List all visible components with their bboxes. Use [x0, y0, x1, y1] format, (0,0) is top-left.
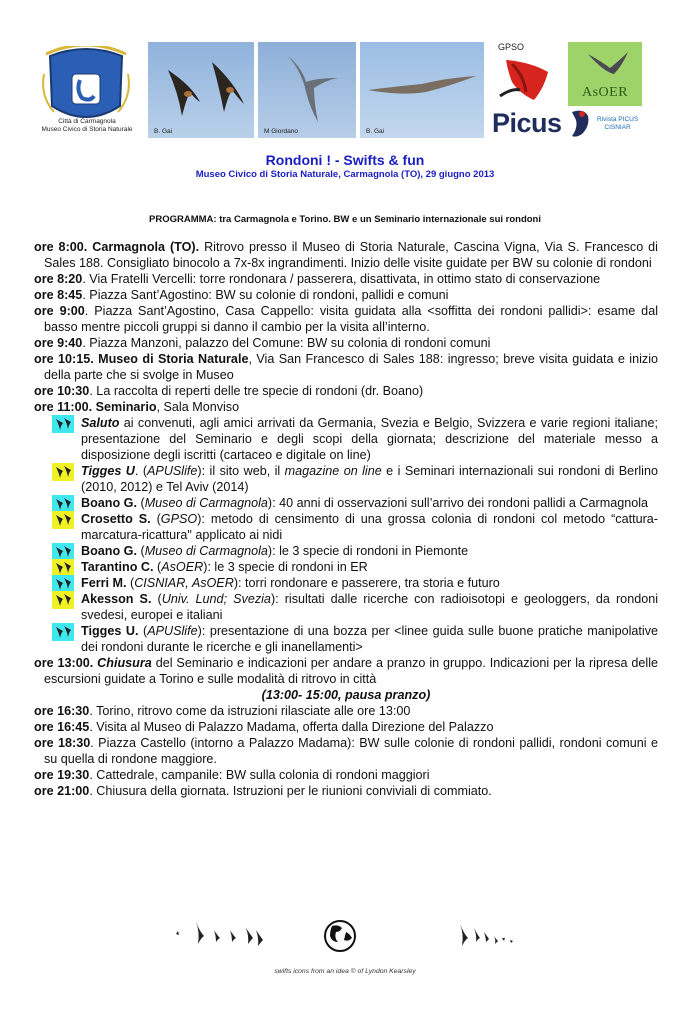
talk-item: Tigges U. (APUSlife): il sito web, il magazine on line e i Seminari internazionali sui rondoni di Berlino (2010, 2012) e Tel Aviv (2014)	[34, 463, 658, 495]
swifts-and-globe-icon	[0, 908, 690, 958]
talk-text: : le 3 specie di rondoni in ER	[207, 560, 368, 574]
schedule-item	[34, 767, 658, 783]
photo-credit: B. Gai	[366, 128, 385, 135]
swift-photo-1	[148, 42, 254, 138]
talk-text: : risultati dalle ricerche con radioisotopi e geologgers, da rondoni svedesi, europei e italiani	[81, 592, 659, 622]
schedule-item	[34, 239, 658, 271]
schedule-time: ore 10:15.	[34, 352, 94, 366]
swifts-tag-icon	[52, 623, 74, 641]
swift-bird-icon	[148, 42, 254, 138]
gpso-logo-text: GPSO	[498, 42, 525, 52]
schedule-text: . La raccolta di reperti delle tre specie di rondoni (dr. Boano)	[89, 384, 424, 398]
talk-text: : presentazione di una bozza per <linee guida sulle buone pratiche manipolative dei rondoni durante le ricerche e gli inanellamenti>	[81, 624, 658, 654]
talk-speaker: Tigges U	[81, 464, 135, 478]
footer-credit: swifts icons from an idea © of Lyndon Kearsley	[274, 968, 416, 975]
talk-item: Ferri M. (CISNIAR, AsOER): torri rondonare e passerere, tra storia e futuro	[34, 575, 658, 591]
schedule-place: Carmagnola (TO).	[87, 240, 200, 254]
talk-text: : le 3 specie di rondoni in Piemonte	[272, 544, 469, 558]
swifts-tag-icon	[52, 463, 74, 481]
schedule	[34, 239, 658, 799]
schedule-item	[34, 351, 658, 383]
schedule-item	[34, 719, 658, 735]
schedule-time: ore 16:30	[34, 704, 90, 718]
talk-text: : metodo di censimento di una grossa colonia di rondoni col metodo “cattura-marcatura-ricattura" applicato ai nidi	[81, 512, 658, 542]
schedule-item	[34, 287, 658, 303]
schedule-item-chiusura: ore 13:00. Chiusura del Seminario e indicazioni per andare a pranzo in gruppo. Indicazioni per la ripresa delle escursioni guidate a Torino e sulle modalità di ritrovo in città	[34, 656, 659, 686]
talk-text: : 40 anni di osservazioni sull’arrivo dei rondoni pallidi a Carmagnola	[272, 496, 649, 510]
woodpecker-icon	[568, 108, 592, 140]
schedule-time: ore 11:00	[34, 400, 89, 414]
schedule-place: . Seminario	[88, 400, 157, 414]
picus-logo	[492, 108, 652, 142]
talk-affiliation: APUSlife	[147, 464, 198, 478]
schedule-time: ore 8:00.	[34, 240, 88, 254]
header-logos	[0, 0, 690, 145]
gpso-bird-icon	[490, 42, 560, 112]
page-subtitle: Museo Civico di Storia Naturale, Carmagnola (TO), 29 giugno 2013	[195, 169, 495, 180]
schedule-text: . Chiusura della giornata. Istruzioni per le riunioni conviviali di commiato.	[89, 784, 492, 798]
schedule-text: , Via San Francesco di Sales 188: ingresso; breve visita guidata e inizio della parte che si svolge in Museo	[44, 352, 659, 382]
schedule-text: del Seminario e indicazioni per andare a pranzo in gruppo. Indicazioni per la ripresa delle escursioni guidate a Torino e sulle modalità di ritrovo in città	[44, 656, 659, 686]
swift-bird-icon	[258, 42, 356, 138]
schedule-place: Museo di Storia Naturale	[93, 352, 249, 366]
schedule-time: ore 9:40	[34, 336, 83, 350]
picus-sub-line-2: CISNIAR	[604, 124, 631, 131]
schedule-text: . Visita al Museo di Palazzo Madama, offerta dalla Direzione del Palazzo	[89, 720, 494, 734]
schedule-time: ore 9:00	[34, 304, 85, 318]
photo-credit: M Giordano	[264, 128, 298, 135]
schedule-text: . Piazza Castello (intorno a Palazzo Madama): BW sulle colonie di rondoni pallidi, rondoni comuni e su quella di rondone maggiore.	[44, 736, 658, 766]
picus-logo-subtitle	[597, 116, 638, 132]
schedule-time: ore 10:30	[34, 384, 90, 398]
lunch-break: (13:00- 15:00, pausa pranzo)	[261, 688, 431, 702]
talk-item	[34, 415, 658, 463]
asoer-bird-icon	[568, 42, 642, 86]
schedule-time: ore 16:45	[34, 720, 90, 734]
talk-speaker: Ferri M.	[81, 576, 127, 590]
talk-affiliation: CISNIAR, AsOER	[134, 576, 234, 590]
talk-item: Tigges U. (APUSlife): presentazione di una bozza per <linee guida sulle buone pratiche manipolative dei rondoni durante le ricerche e gli inanellamenti>	[34, 623, 658, 655]
swift-bird-icon	[360, 42, 484, 138]
picus-sub-line-1: Rivista PICUS	[597, 116, 639, 123]
schedule-text: . Piazza Sant’Agostino, Casa Cappello: visita guidata alla <soffitta dei rondoni pallidi>: esame dal basso mentre piccoli gruppi si danno il cambio per la visita all’interno.	[44, 304, 658, 334]
schedule-item	[34, 783, 658, 799]
talk-affiliation: AsOER	[161, 560, 204, 574]
asoer-logo-text: AsOER	[581, 85, 629, 100]
talk-speaker: Tarantino C.	[81, 560, 154, 574]
schedule-item	[34, 303, 658, 335]
gpso-logo	[490, 42, 560, 112]
schedule-item	[34, 271, 658, 287]
talk-affiliation: Univ. Lund; Svezia	[161, 592, 271, 606]
picus-logo-text: Picus	[492, 108, 562, 138]
schedule-item	[34, 383, 658, 399]
talk-item: Tarantino C. (AsOER): le 3 specie di rondoni in ER	[34, 559, 658, 575]
schedule-item	[34, 735, 658, 767]
schedule-place: Chiusura	[97, 656, 152, 670]
swifts-tag-icon	[52, 591, 74, 609]
schedule-time: ore 18:30	[34, 736, 91, 750]
talk-speaker: Saluto	[81, 416, 120, 430]
crest-caption-line-1: Città di Carmagnola	[58, 118, 116, 125]
crest-caption-line-2: Museo Civico di Storia Naturale	[41, 126, 133, 133]
schedule-text: . Torino, ritrovo come da istruzioni rilasciate alle ore 13:00	[89, 704, 411, 718]
footer-icons	[0, 908, 690, 958]
schedule-item	[34, 703, 658, 719]
talk-speaker: Boano G.	[81, 544, 137, 558]
talk-text: ai convenuti, agli amici arrivati da Germania, Svezia e Belgio, Svizzera e varie regioni italiane; presentazione del Seminario e degli scopi della giornata; descrizione del materiale messo a disposizione degli iscritti (cartaceo e digitale on line)	[81, 416, 658, 462]
talk-affiliation: GPSO	[160, 512, 198, 526]
programma-heading: PROGRAMMA: tra Carmagnola e Torino. BW e un Seminario internazionale sui rondoni	[149, 214, 541, 225]
talk-speaker: Akesson S.	[81, 592, 152, 606]
schedule-time: ore 8:20	[34, 272, 83, 286]
talk-speaker: Boano G.	[81, 496, 137, 510]
swift-photo-3	[360, 42, 484, 138]
talk-speaker: Crosetto S.	[81, 512, 151, 526]
talk-item: Boano G. (Museo di Carmagnola): le 3 specie di rondoni in Piemonte	[34, 543, 658, 559]
page-title: Rondoni ! - Swifts & fun	[265, 152, 425, 168]
talk-affiliation: Museo di Carmagnola	[144, 496, 268, 510]
schedule-item	[34, 399, 658, 415]
schedule-text: , Sala Monviso	[156, 400, 240, 414]
talk-affiliation: APUSlife	[147, 624, 198, 638]
schedule-text: . Via Fratelli Vercelli: torre rondonara / passerera, disattivata, in ottimo stato di conservazione	[82, 272, 601, 286]
schedule-text: . Piazza Manzoni, palazzo del Comune: BW su colonia di rondoni comuni	[82, 336, 491, 350]
schedule-time: ore 8:45	[34, 288, 83, 302]
schedule-time: ore 21:00	[34, 784, 90, 798]
talk-text: : torri rondonare e passerere, tra storia e futuro	[238, 576, 500, 590]
schedule-item	[34, 335, 658, 351]
talk-item: Akesson S. (Univ. Lund; Svezia): risultati dalle ricerche con radioisotopi e geologgers, da rondoni svedesi, europei e italiani	[34, 591, 658, 623]
crest-caption	[30, 118, 144, 134]
schedule-text: Ritrovo presso il Museo di Storia Naturale, Cascina Vigna, Via S. Francesco di Sales 188. Consigliato binocolo a 7x-8x ingrandimenti. Inizio delle visite guidate per BW su colonie di rondoni	[44, 240, 658, 270]
talk-affiliation: Museo di Carmagnola	[144, 544, 268, 558]
swift-photo-2	[258, 42, 356, 138]
schedule-time: ore 13:00	[34, 656, 90, 670]
schedule-text: . Cattedrale, campanile: BW sulla colonia di rondoni maggiori	[89, 768, 430, 782]
talk-item: Boano G. (Museo di Carmagnola): 40 anni di osservazioni sull’arrivo dei rondoni pallidi a Carmagnola	[34, 495, 658, 511]
schedule-text: . Piazza Sant’Agostino: BW su colonie di rondoni, pallidi e comuni	[82, 288, 449, 302]
swifts-tag-icon	[52, 415, 74, 433]
talk-item: Crosetto S. (GPSO): metodo di censimento di una grossa colonia di rondoni col metodo “cattura-marcatura-ricattura" applicato ai nidi	[34, 511, 658, 543]
schedule-time: ore 19:30	[34, 768, 90, 782]
asoer-logo	[568, 42, 642, 106]
talk-speaker: Tigges U.	[81, 624, 139, 638]
photo-credit: B. Gai	[154, 128, 173, 135]
swifts-tag-icon	[52, 511, 74, 529]
